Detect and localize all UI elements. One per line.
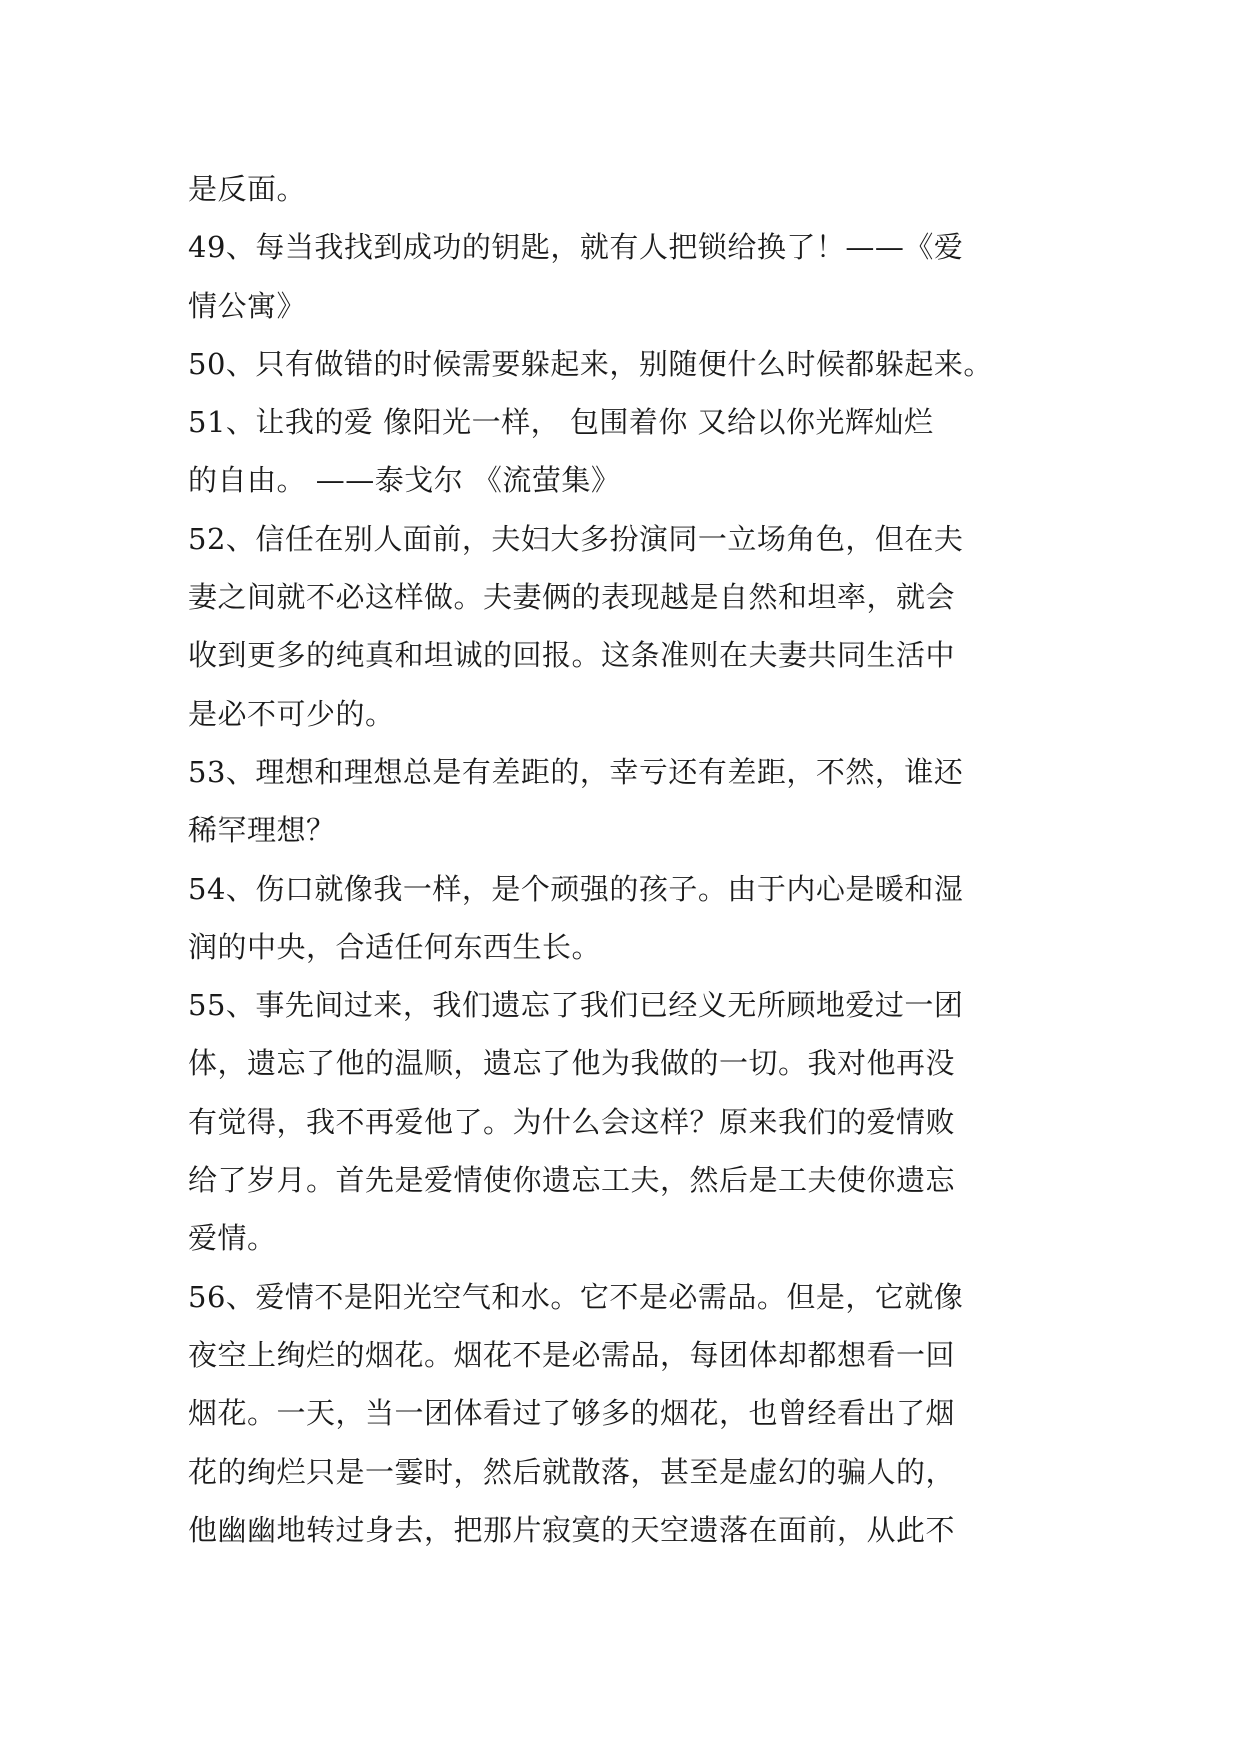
text-line: 50、只有做错的时候需要躲起来，别随便什么时候都躲起来。 — [188, 346, 993, 381]
text-line: 烟花。一天，当一团体看过了够多的烟花，也曾经看出了烟 — [188, 1396, 956, 1431]
text-line: 是必不可少的。 — [188, 696, 395, 731]
text-line: 情公寓》 — [188, 288, 307, 323]
text-line: 爱情。 — [188, 1221, 277, 1256]
text-line: 53、理想和理想总是有差距的，幸亏还有差距，不然，谁还 — [188, 754, 964, 789]
text-line: 有觉得，我不再爱他了。为什么会这样？原来我们的爱情败 — [188, 1104, 956, 1139]
text-line: 体，遗忘了他的温顺，遗忘了他为我做的一切。我对他再没 — [188, 1046, 956, 1081]
document-body — [188, 160, 1068, 1559]
text-line: 56、爱情不是阳光空气和水。它不是必需品。但是，它就像 — [188, 1279, 964, 1314]
text-line: 52、信任在别人面前，夫妇大多扮演同一立场角色，但在夫 — [188, 521, 964, 556]
text-line: 润的中央，合适任何东西生长。 — [188, 929, 602, 964]
text-line: 51、让我的爱 像阳光一样， 包围着你 又给以你光辉灿烂 — [188, 405, 934, 440]
text-line: 收到更多的纯真和坦诚的回报。这条准则在夫妻共同生活中 — [188, 638, 956, 673]
text-line: 夜空上绚烂的烟花。烟花不是必需品，每团体却都想看一回 — [188, 1337, 956, 1372]
text-line: 的自由。 ——泰戈尔 《流萤集》 — [188, 463, 621, 498]
text-line: 稀罕理想？ — [188, 813, 336, 848]
text-line: 54、伤口就像我一样，是个顽强的孩子。由于内心是暖和湿 — [188, 871, 964, 906]
text-line: 是反面。 — [188, 172, 307, 206]
text-line: 他幽幽地转过身去，把那片寂寞的天空遗落在面前，从此不 — [188, 1512, 956, 1547]
text-line: 给了岁月。首先是爱情使你遗忘工夫，然后是工夫使你遗忘 — [188, 1163, 956, 1198]
text-line: 花的绚烂只是一霎时，然后就散落，甚至是虚幻的骗人的， — [188, 1454, 956, 1489]
text-line: 49、每当我找到成功的钥匙，就有人把锁给换了！——《爱 — [188, 230, 964, 265]
text-line: 妻之间就不必这样做。夫妻俩的表现越是自然和坦率，就会 — [188, 580, 956, 615]
text-line: 55、事先间过来，我们遗忘了我们已经义无所顾地爱过一团 — [188, 988, 964, 1023]
